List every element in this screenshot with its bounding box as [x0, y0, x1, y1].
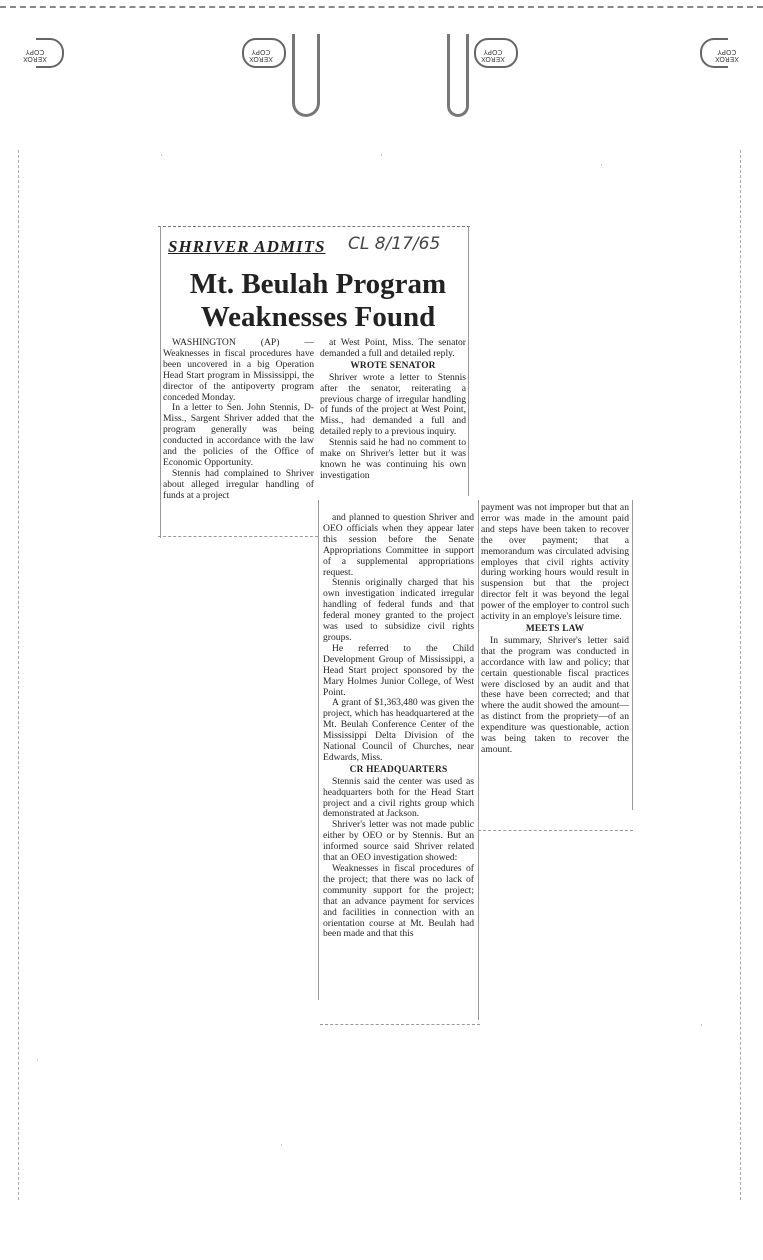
paragraph: WASHINGTON (AP) — Weaknesses in fiscal procedures have been uncovered in a big Operation Head Start program in Mississippi, the director of the antipoverty program conceded Monday.	[163, 337, 314, 403]
headline	[168, 268, 468, 334]
paragraph: Stennis said he had no comment to make on Shriver's letter but it was known he was continuing his own investigation	[320, 437, 466, 481]
scan-speck: ·	[700, 1020, 703, 1030]
scan-speck: ·	[380, 150, 383, 160]
column-rule	[318, 500, 319, 1000]
xerox-mark: XEROX COPY	[238, 36, 288, 76]
paragraph: In summary, Shriver's letter said that the program was conducted in accordance with law and policy; that certain questionable fiscal practices were disclosed by an audit and that these have been corrected; and that where the audit showed the amount—as distinct from the propriety—of an expenditure was questionable, action was being taken to recover the amount.	[481, 634, 629, 755]
headline-line: Weaknesses Found	[200, 301, 436, 333]
scan-speck: ·	[160, 150, 163, 160]
clipping-border	[160, 226, 161, 538]
xerox-mark: XEROX COPY	[470, 36, 520, 76]
article-column-1	[163, 338, 314, 502]
top-border	[0, 6, 763, 8]
clipping-border	[158, 536, 318, 537]
column-rule	[632, 500, 633, 810]
clipping-border	[320, 1024, 480, 1025]
clipping-border	[478, 830, 633, 831]
scan-edge	[18, 150, 19, 1200]
scan-edge	[740, 150, 741, 1200]
paragraph: In a letter to Sen. John Stennis, D-Miss., Sargent Shriver added that the program generally was being conducted in accordance with the law and the policies of the Office of Economic Opportunity.	[163, 402, 314, 468]
paragraph: payment was not improper but that an error was made in the amount paid and steps have been taken to recover the over payment; that a memorandum was circulated advising employes that civil rights activity during working hours would result in suspension but that the project director felt it was beyond the legal power of the employer to control such activity in an employe's leisure time.	[481, 502, 629, 623]
clipping-border	[158, 226, 470, 227]
scan-speck: ·	[36, 1055, 39, 1065]
paragraph: He referred to the Child Development Group of Mississippi, a Head Start project sponsored by the Mary Holmes Junior College, of West Point.	[323, 642, 474, 698]
paragraph: Stennis originally charged that his own investigation indicated irregular handling of federal funds and that federal money granted to the project was used to subsidize civil rights groups.	[323, 577, 474, 643]
binder-clip-mark	[447, 34, 469, 117]
subhead: MEETS LAW	[525, 623, 585, 634]
paragraph: Weaknesses in fiscal procedures of the project; that there was no lack of community support for the project; that an advance payment for services and facilities in connection with an orientation course at Mt. Beulah had been made and that this	[323, 863, 474, 940]
paragraph: A grant of $1,363,480 was given the project, which has headquartered at the Mt. Beulah Conference Center of the Mississippi Delta Division of the National Council of Churches, near Edwards, Miss.	[323, 697, 474, 763]
subhead: WROTE SENATOR	[350, 360, 436, 371]
xerox-mark: XEROX COPY	[14, 36, 64, 76]
scan-speck: ·	[280, 1140, 283, 1150]
kicker-headline: SHRIVER ADMITS	[168, 237, 326, 256]
article-column-4	[481, 503, 629, 756]
article-column-2	[320, 338, 466, 482]
column-rule	[478, 500, 479, 1020]
paragraph: and planned to question Shriver and OEO officials when they appear later this session before the Senate Appropriations Committee in support of a supplemental appropriations request.	[323, 512, 474, 578]
article-column-3	[323, 513, 474, 940]
clipping-border	[468, 226, 469, 496]
paragraph: Stennis said the center was used as headquarters both for the Head Start project and a civil rights group which demonstrated at Jackson.	[323, 775, 474, 820]
binder-clip-mark	[292, 34, 320, 117]
paragraph: Shriver wrote a letter to Stennis after the senator, reiterating a previous charge of irregular handling of funds of the project at West Point, Miss., had demanded a full and detailed reply to a previous inquiry.	[320, 371, 466, 438]
paragraph: at West Point, Miss. The senator demanded a full and detailed reply.	[320, 337, 466, 359]
xerox-mark: XEROX COPY	[700, 36, 750, 76]
paragraph: Stennis had complained to Shriver about alleged irregular handling of funds at a project	[163, 467, 314, 501]
subhead: CR HEADQUARTERS	[349, 764, 448, 775]
headline-line: Mt. Beulah Program	[189, 268, 447, 300]
paragraph: Shriver's letter was not made public either by OEO or by Stennis. But an informed source said Shriver related that an OEO investigation showed:	[323, 819, 474, 864]
scan-speck: ·	[600, 160, 603, 170]
handwritten-date-note: CL 8/17/65	[348, 234, 441, 254]
